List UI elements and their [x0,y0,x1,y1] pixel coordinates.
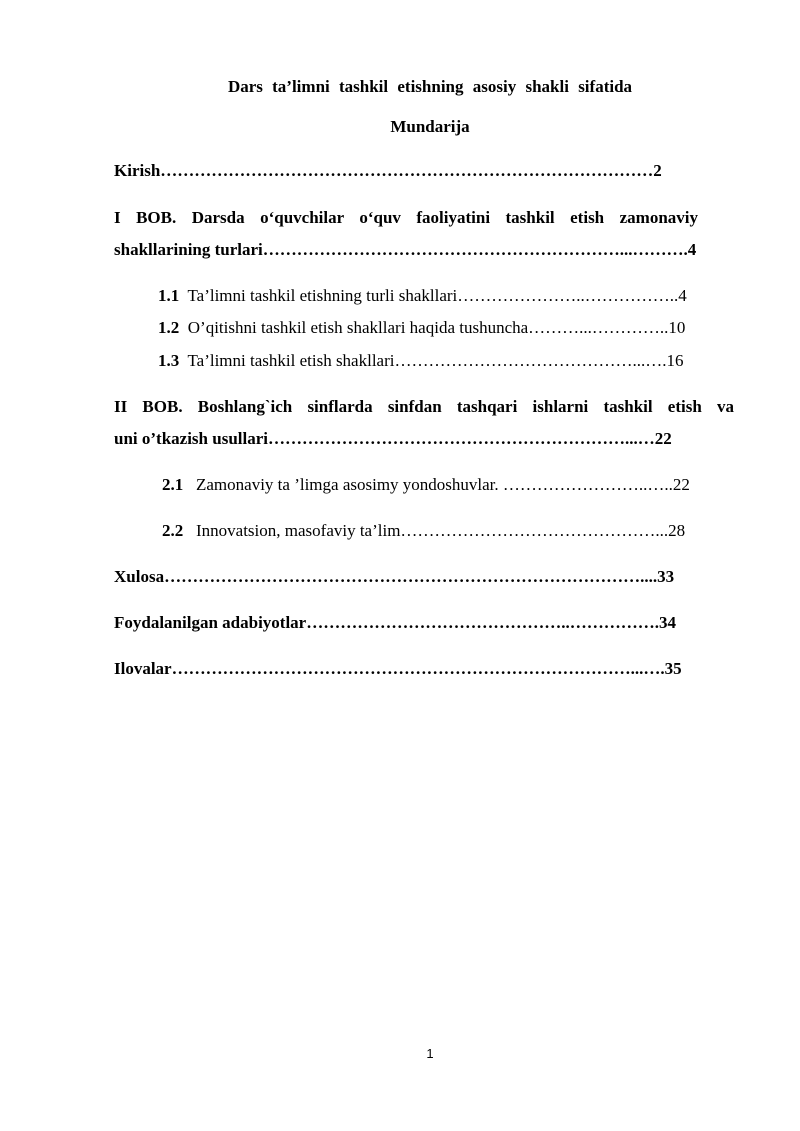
toc-entry-2-2 [162,521,740,541]
toc-number: 2.1 [162,475,184,494]
toc-entry-bob2-line1: II BOB. Boshlang`ich sinflarda sinfdan tashqari ishlarni tashkil etish va [114,397,734,416]
toc-heading: Mundarija [390,117,470,136]
page-number: 1 [426,1046,434,1061]
toc-entry-1-1 [158,286,740,306]
toc-number: 1.3 [158,351,180,370]
document-title: Dars ta’limni tashkil etishning asosiy shakli sifatida [227,77,633,96]
toc-entry-adabiyotlar: Foydalanilgan adabiyotlar………………………………………..…………….34 [114,613,676,632]
toc-entry-bob2-line2: uni o’tkazish usullari………………………………………………………...…22 [114,429,672,448]
toc-entry-ilovalar: Ilovalar………………………………………………………………………...….35 [114,659,682,678]
toc-entry-xulosa: Xulosa…………………………………………………………………………....33 [114,567,675,586]
toc-number: 1.2 [158,318,180,337]
toc-number: 1.1 [158,286,180,305]
toc-entry-1-2 [158,318,740,338]
toc-entry-2-1 [162,475,740,495]
toc-entry-label: Ta’limni tashkil etishning turli shakllari…………………..……………..4 [187,286,687,305]
toc-entry-bob1-line2: shakllarining turlari………………………………………………………...……….4 [114,240,697,259]
toc-entry-label: O’qitishni tashkil etish shakllari haqida tushuncha………...…………..10 [187,318,686,337]
toc-entry-1-3 [158,351,740,371]
toc-number: 2.2 [162,521,184,540]
toc-entry-label: Innovatsion, masofaviy ta’lim………………………………………...28 [196,521,686,540]
toc-entry-label: Zamonaviy ta ’limga asosimy yondoshuvlar. ……………………..…..22 [196,475,690,494]
toc-entry-kirish: Kirish……………………………………………………………………………2 [114,161,662,180]
toc-entry-bob1-line1: I BOB. Darsda o‘quvchilar o‘quv faoliyatini tashkil etish zamonaviy [114,208,698,227]
toc-entry-label: Ta’limni tashkil etish shakllari……………………………………...….16 [187,351,684,370]
